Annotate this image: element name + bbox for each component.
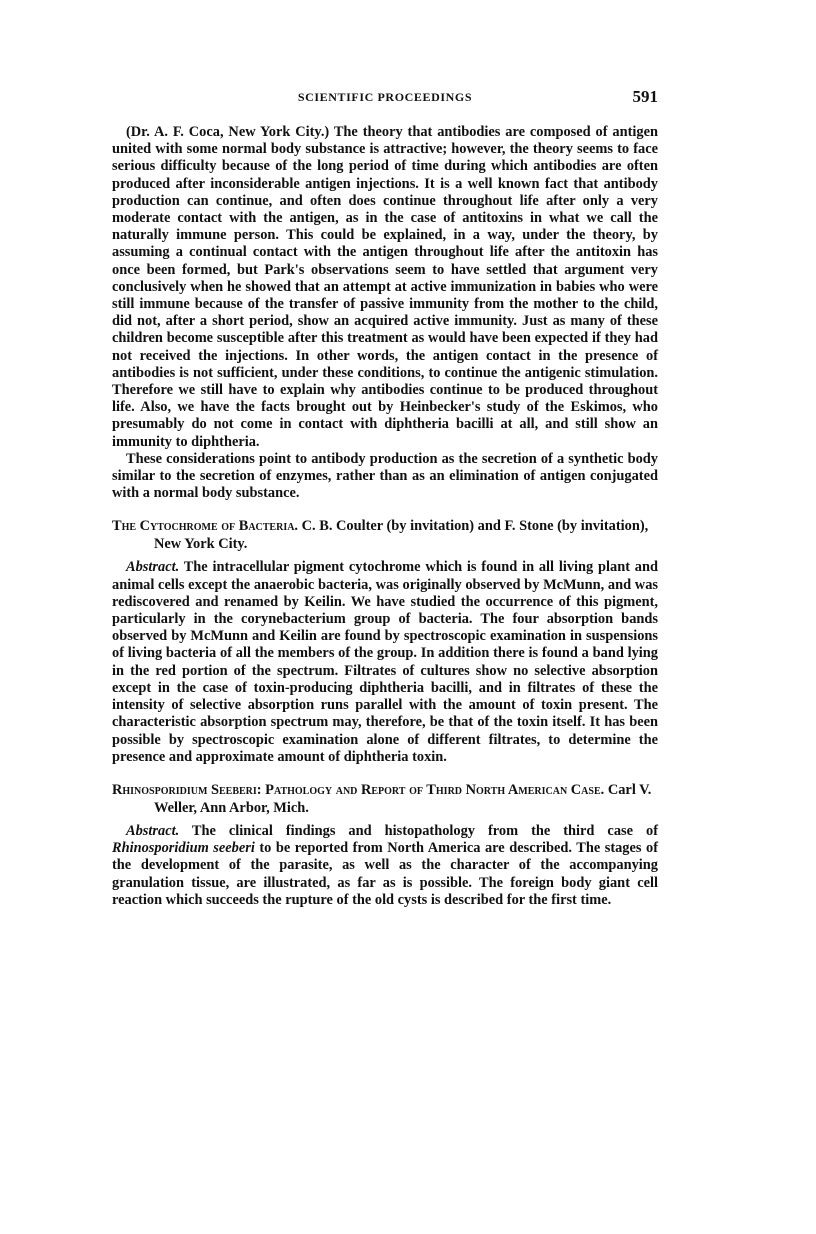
abstract-text-end: to be reported from North America are described. The stages of the development of the parasite, as well as the character of the accompanying granulation tissue, are illustrated, as far as is possible. The foreign body giant cell reaction which succeeds the rupture of the old cysts is described for the first time. xyxy=(112,840,658,908)
discussion-paragraph-2: These considerations point to antibody production as the secretion of a synthetic body similar to the secretion of enzymes, rather than as an elimination of antigen conjugated with a normal body substance. xyxy=(112,450,658,502)
article-title: The Cytochrome of Bacteria. xyxy=(112,518,299,535)
article-heading-rhinosporidium xyxy=(112,781,658,817)
running-title: SCIENTIFIC PROCEEDINGS xyxy=(297,90,473,104)
article-abstract-cytochrome xyxy=(112,559,658,765)
species-name: Rhinosporidium seeberi xyxy=(112,840,255,857)
page xyxy=(112,87,658,909)
article-heading-cytochrome xyxy=(112,517,658,553)
discussion-paragraph-1: (Dr. A. F. Coca, New York City.) The theory that antibodies are composed of antigen united with some normal body substance is attractive; however, the theory seems to face serious difficulty because of the long period of time during which antibodies are often produced after inconsiderable antigen injections. It is a well known fact that antibody production can continue, and often does continue throughout life after only a very moderate contact with the antigen, as in the case of antitoxins in what we call the naturally immune person. This could be explained, in a way, under the theory, by assuming a continual contact with the antigen throughout life after the antitoxin has once been formed, but Park's observations seem to have settled that argument very conclusively when he showed that an attempt at active immunization in babies who were still immune because of the transfer of passive immunity from the mother to the child, did not, after a short period, show an acquired active immunity. Just as many of these children become susceptible after this treatment as would have been expected if they had not received the injections. In other words, the antigen contact in the presence of antibodies is not sufficient, under these conditions, to continue the antigenic stimulation. Therefore we still have to explain why antibodies continue to be produced throughout life. Also, we have the facts brought out by Heinbecker's study of the Eskimos, who presumably do not come in contact with diphtheria bacilli at all, and still show an immunity to diphtheria. xyxy=(112,124,658,450)
article-abstract-rhinosporidium xyxy=(112,823,658,909)
article-authors: Carl V. Weller, Ann Arbor, Mich. xyxy=(154,781,652,816)
abstract-label: Abstract. xyxy=(126,822,180,839)
abstract-text: The intracellular pigment cytochrome which is found in all living plant and animal cells except the anaerobic bacteria, was originally observed by McMunn, and was rediscovered and renamed by Keilin. We have studied the occurrence of this pigment, particularly in the corynebacterium group of bacteria. The four absorption bands observed by McMunn and Keilin are found by spectroscopic examination in suspensions of living bacteria of all the members of the group. In addition there is found a band lying in the red portion of the spectrum. Filtrates of cultures show no selective absorption except in the case of toxin-producing diphtheria bacilli, and in filtrates of these the intensity of selective absorption runs parallel with the amount of toxin present. The characteristic absorption spectrum may, therefore, be that of the toxin itself. It has been possible by spectroscopic examination alone of different filtrates, to determine the presence and approximate amount of diphtheria toxin. xyxy=(112,559,658,765)
abstract-text-start: The clinical findings and histopathology from the third case of xyxy=(191,822,658,839)
abstract-label: Abstract. xyxy=(126,559,180,576)
article-authors: C. B. Coulter (by invitation) and F. Stone (by invitation), New York City. xyxy=(154,518,649,553)
running-header xyxy=(112,87,658,110)
article-title: Rhinosporidium Seeberi: Pathology and Report of Third North American Case. xyxy=(112,781,605,798)
page-number: 591 xyxy=(632,87,658,106)
